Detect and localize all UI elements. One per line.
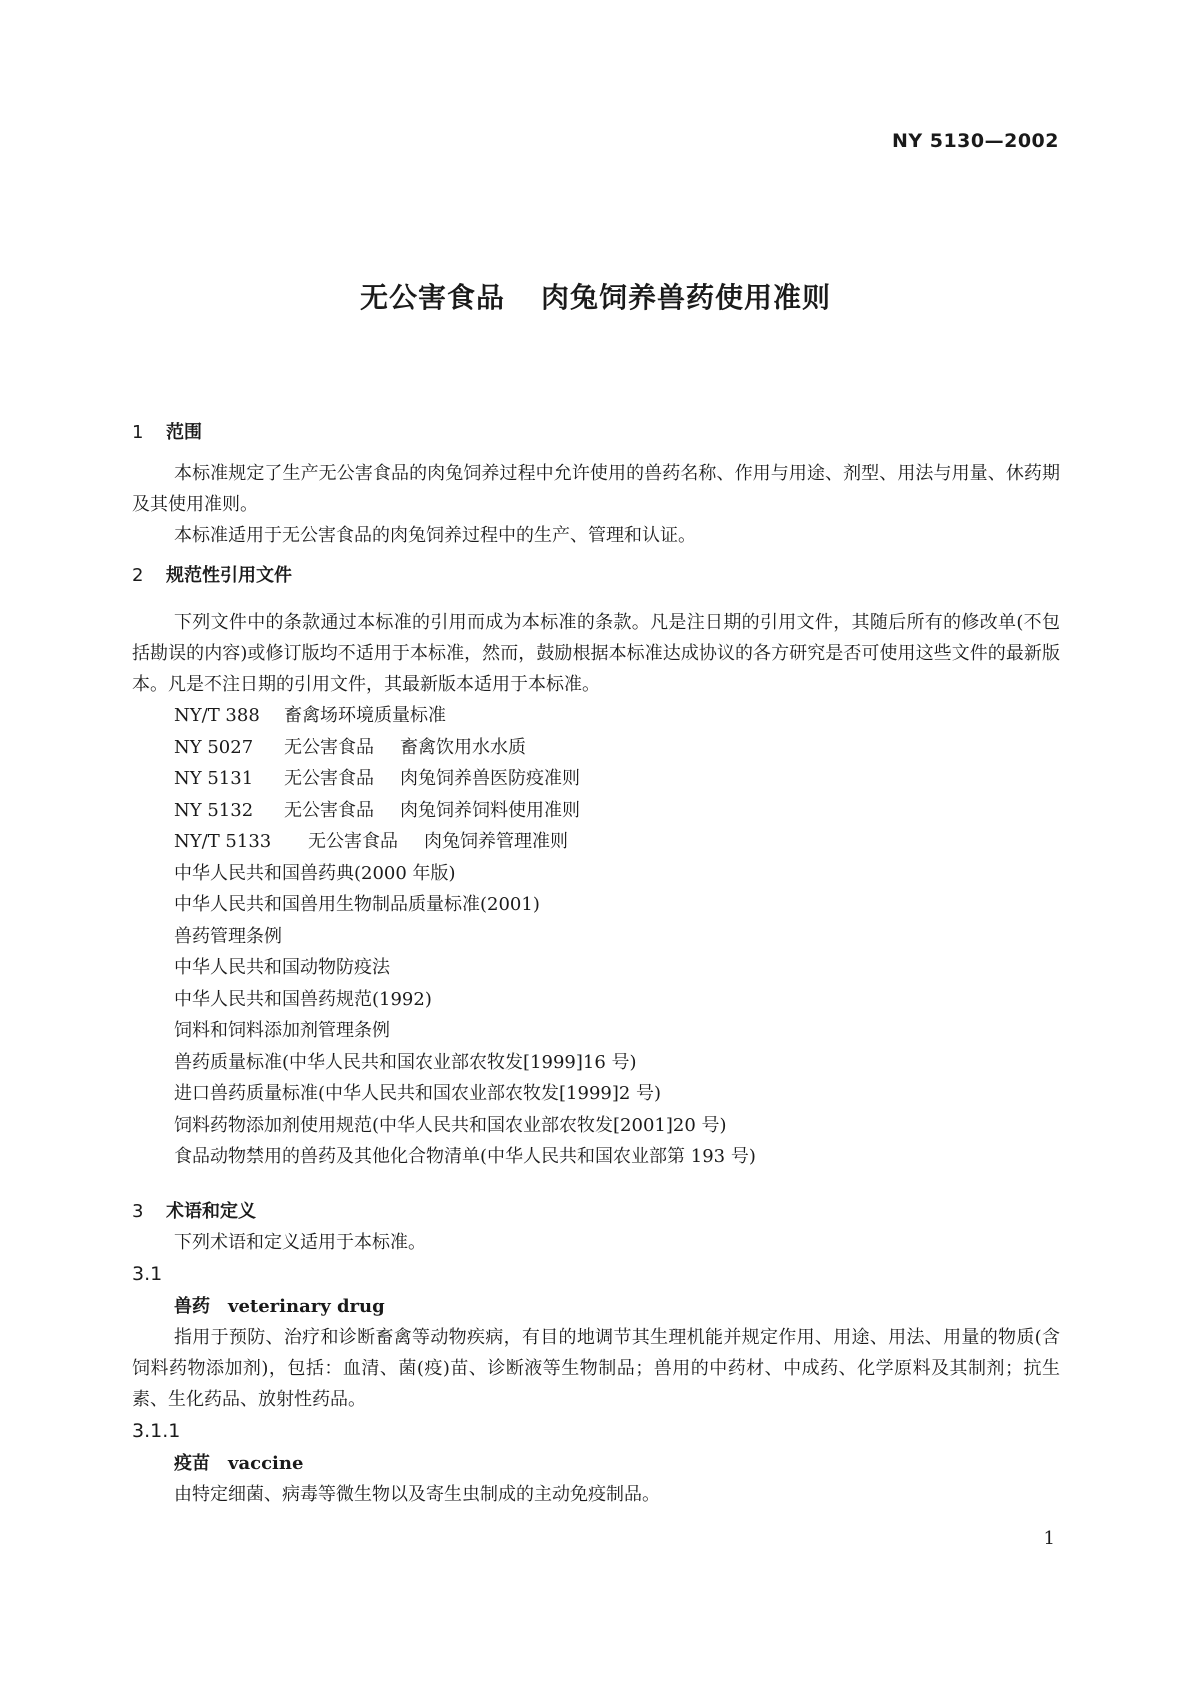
term-english: vaccine xyxy=(228,1452,304,1474)
section-number: 2 xyxy=(132,565,144,586)
section-3-paragraph-1: 下列术语和定义适用于本标准。 xyxy=(174,1231,426,1253)
reference-item: 中华人民共和国动物防疫法 xyxy=(174,957,390,978)
document-body xyxy=(132,418,1060,1510)
section-title: 范围 xyxy=(166,422,202,443)
document-title xyxy=(0,276,1191,316)
reference-title: 无公害食品 xyxy=(284,799,374,821)
reference-subtitle: 肉兔饲养管理准则 xyxy=(424,831,568,852)
title-part-2: 肉兔饲养兽药使用准则 xyxy=(541,281,832,314)
section-1-paragraph-2: 本标准适用于无公害食品的肉兔饲养过程中的生产、管理和认证。 xyxy=(174,525,696,546)
reference-item: 中华人民共和国兽药典(2000 年版) xyxy=(174,862,456,884)
normative-references-list xyxy=(132,700,1060,1173)
term-english: veterinary drug xyxy=(228,1295,385,1317)
term-definition: 指用于预防、治疗和诊断畜禽等动物疾病，有目的地调节其生理机能并规定作用、用途、用法、用量的物质(含饲料药物添加剂)，包括：血清、菌(疫)苗、诊断液等生物制品；兽用的中药材、中成药、化学原料及其制剂；抗生素、生化药品、放射性药品。 xyxy=(132,1326,1060,1410)
reference-code: NY 5131 xyxy=(174,768,254,789)
reference-item: 兽药质量标准(中华人民共和国农业部农牧发[1999]16 号) xyxy=(174,1051,637,1073)
reference-item: 饲料和饲料添加剂管理条例 xyxy=(174,1020,390,1041)
reference-code: NY 5132 xyxy=(174,799,254,821)
reference-item: 饲料药物添加剂使用规范(中华人民共和国农业部农牧发[2001]20 号) xyxy=(174,1114,727,1136)
section-title: 术语和定义 xyxy=(166,1200,256,1222)
term-entry xyxy=(132,1448,1060,1479)
reference-item xyxy=(132,700,1060,732)
standard-code: NY 5130—2002 xyxy=(891,130,1059,152)
term-entry xyxy=(132,1291,1060,1322)
reference-subtitle: 畜禽饮用水水质 xyxy=(400,736,526,758)
section-2-heading xyxy=(132,561,1060,591)
reference-item xyxy=(132,763,1060,795)
reference-title: 畜禽场环境质量标准 xyxy=(284,705,446,726)
reference-item: 食品动物禁用的兽药及其他化合物清单(中华人民共和国农业部第 193 号) xyxy=(174,1146,756,1167)
section-number: 1 xyxy=(132,422,144,443)
reference-code: NY/T 5133 xyxy=(174,831,272,852)
reference-subtitle: 肉兔饲养饲料使用准则 xyxy=(400,799,580,821)
section-1-paragraph-1: 本标准规定了生产无公害食品的肉兔饲养过程中允许使用的兽药名称、作用与用途、剂型、用法与用量、休药期及其使用准则。 xyxy=(132,463,1060,515)
reference-item: 中华人民共和国兽用生物制品质量标准(2001) xyxy=(174,894,540,915)
reference-item: 兽药管理条例 xyxy=(174,925,282,947)
section-title: 规范性引用文件 xyxy=(166,565,292,586)
reference-code: NY/T 388 xyxy=(174,705,260,726)
term-chinese: 兽药 xyxy=(174,1295,210,1317)
title-part-1: 无公害食品 xyxy=(359,281,505,314)
term-number: 3.1 xyxy=(132,1262,163,1285)
reference-item xyxy=(132,826,1060,858)
reference-item xyxy=(132,732,1060,764)
reference-item: 中华人民共和国兽药规范(1992) xyxy=(174,988,432,1010)
reference-title: 无公害食品 xyxy=(308,831,398,852)
page-number: 1 xyxy=(1043,1528,1055,1549)
section-1-heading xyxy=(132,418,1060,448)
reference-title: 无公害食品 xyxy=(284,768,374,789)
reference-code: NY 5027 xyxy=(174,736,254,758)
term-definition: 由特定细菌、病毒等微生物以及寄生虫制成的主动免疫制品。 xyxy=(174,1483,660,1505)
reference-title: 无公害食品 xyxy=(284,736,374,758)
section-number: 3 xyxy=(132,1200,144,1222)
section-3-heading xyxy=(132,1197,1060,1227)
section-2-paragraph-1: 下列文件中的条款通过本标准的引用而成为本标准的条款。凡是注日期的引用文件，其随后所有的修改单(不包括勘误的内容)或修订版均不适用于本标准，然而，鼓励根据本标准达成协议的各方研究是否可使用这些文件的最新版本。凡是不注日期的引用文件，其最新版本适用于本标准。 xyxy=(132,612,1060,695)
reference-item xyxy=(132,795,1060,827)
reference-item: 进口兽药质量标准(中华人民共和国农业部农牧发[1999]2 号) xyxy=(174,1083,662,1104)
term-number: 3.1.1 xyxy=(132,1419,181,1442)
term-chinese: 疫苗 xyxy=(174,1452,210,1474)
reference-subtitle: 肉兔饲养兽医防疫准则 xyxy=(400,768,580,789)
